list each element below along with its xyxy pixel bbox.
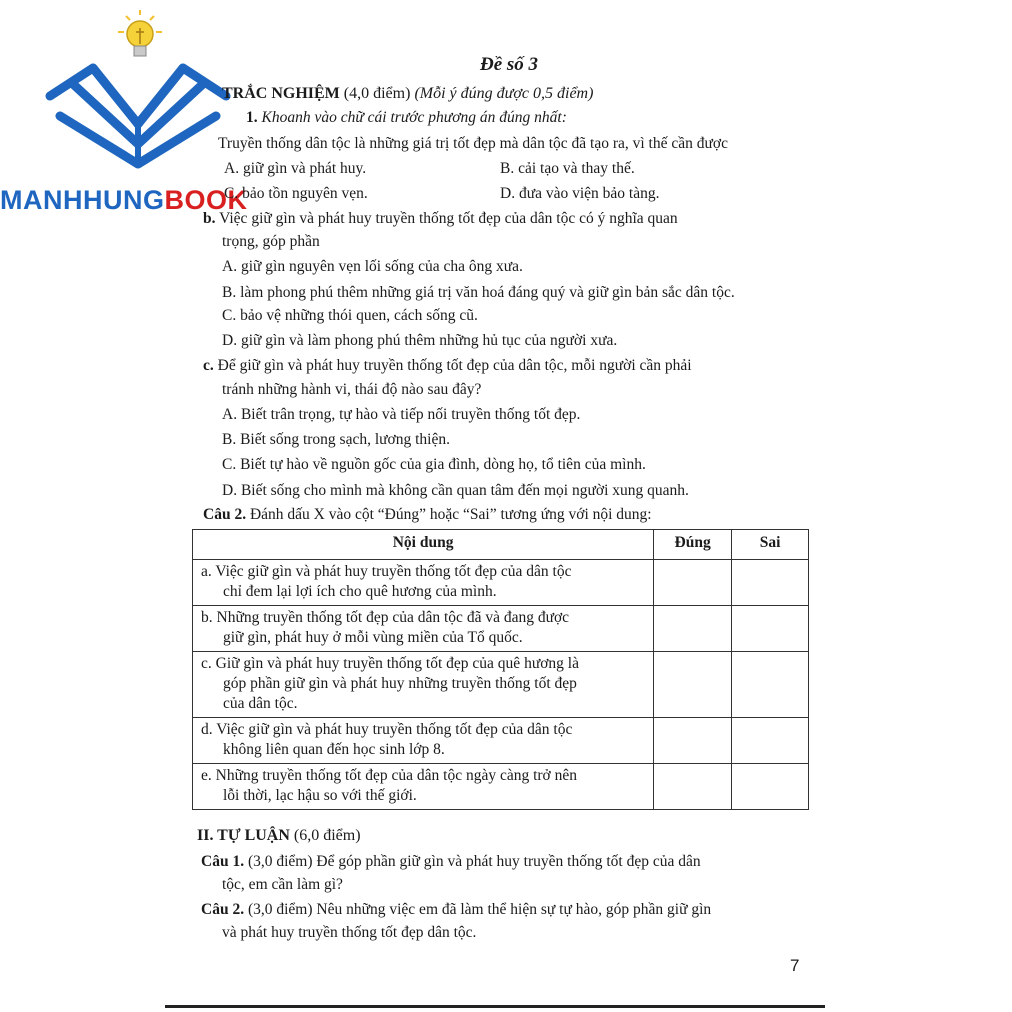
part1-note: (Mỗi ý đúng được 0,5 điểm) (414, 85, 594, 102)
row-e-line2: lỗi thời, lạc hậu so với thế giới. (223, 787, 417, 804)
question-a-option-b: B. cải tạo và thay thế. (500, 160, 635, 177)
brand-name-red: BOOK (164, 185, 248, 215)
header-false: Sai (732, 530, 809, 560)
table-row (193, 718, 809, 764)
question-b-stem-line1 (203, 209, 678, 229)
question-a-stem: Truyền thống dân tộc là những giá trị tốt đẹp mà dân tộc đã tạo ra, vì thế cần được (218, 135, 728, 152)
question-c-option-d: D. Biết sống cho mình mà không cần quan tâm đến mọi người xung quanh. (222, 482, 689, 499)
row-a-content (193, 560, 654, 606)
footer-rule (165, 1005, 825, 1008)
question-a-option-a: A. giữ gìn và phát huy. (224, 160, 367, 177)
exam-title: Đề số 3 (480, 54, 539, 75)
row-b-line2: giữ gìn, phát huy ở mỗi vùng miền của Tổ quốc. (223, 629, 523, 646)
row-a-line1: a. Việc giữ gìn và phát huy truyền thống tốt đẹp của dân tộc (201, 563, 572, 580)
table-row (193, 606, 809, 652)
row-b-true-cell[interactable] (654, 606, 732, 652)
question-b-option-d: D. giữ gìn và làm phong phú thêm những hủ tục của người xưa. (222, 332, 618, 349)
question-b-stem1: Việc giữ gìn và phát huy truyền thống tốt đẹp của dân tộc có ý nghĩa quan (219, 210, 678, 227)
brand-name-blue: MANHHUNG (0, 185, 165, 215)
question-c-label: c. (203, 357, 214, 374)
row-d-line2: không liên quan đến học sinh lớp 8. (223, 741, 445, 758)
part1-points: (4,0 điểm) (343, 85, 411, 102)
row-d-true-cell[interactable] (654, 718, 732, 764)
header-content: Nội dung (193, 530, 654, 560)
table-row (193, 764, 809, 810)
true-false-table (192, 529, 809, 810)
row-e-false-cell[interactable] (732, 764, 809, 810)
row-d-line1: d. Việc giữ gìn và phát huy truyền thống tốt đẹp của dân tộc (201, 721, 573, 738)
question-2-instruction (203, 505, 652, 525)
question-2-label: Câu 2. (203, 506, 247, 523)
table-row (193, 560, 809, 606)
row-e-line1: e. Những truyền thống tốt đẹp của dân tộc ngày càng trở nên (201, 767, 578, 784)
row-a-line2: chỉ đem lại lợi ích cho quê hương của mình. (223, 583, 497, 600)
row-c-false-cell[interactable] (732, 652, 809, 718)
row-c-line3: của dân tộc. (223, 695, 298, 712)
essay-question-2-line1 (201, 900, 711, 920)
essay-question-1-line1 (201, 852, 701, 872)
question-c-stem1: Để giữ gìn và phát huy truyền thống tốt đẹp của dân tộc, mỗi người cần phải (217, 357, 692, 374)
essay-question-1-label: Câu 1. (201, 853, 245, 870)
part2-points: (6,0 điểm) (293, 827, 361, 844)
row-c-line2: góp phần giữ gìn và phát huy những truyền thống tốt đẹp (223, 675, 577, 692)
row-c-true-cell[interactable] (654, 652, 732, 718)
page-number: 7 (790, 956, 800, 975)
question-1-label: 1. (246, 109, 258, 126)
question-c-stem-line2: tránh những hành vi, thái độ nào sau đây? (222, 381, 482, 398)
essay-question-1-text1: (3,0 điểm) Để góp phần giữ gìn và phát huy truyền thống tốt đẹp của dân (247, 853, 701, 870)
part1-heading: TRẮC NGHIỆM (222, 85, 340, 102)
part1-heading-line (222, 84, 593, 104)
header-true: Đúng (654, 530, 732, 560)
row-e-true-cell[interactable] (654, 764, 732, 810)
book-logo-icon (38, 4, 238, 184)
part2-heading-line (197, 826, 361, 846)
question-a-option-c: C. bảo tồn nguyên vẹn. (224, 185, 368, 202)
row-b-line1: b. Những truyền thống tốt đẹp của dân tộc đã và đang được (201, 609, 570, 626)
question-b-option-c: C. bảo vệ những thói quen, cách sống cũ. (222, 307, 478, 324)
row-e-content (193, 764, 654, 810)
essay-question-2-label: Câu 2. (201, 901, 245, 918)
row-b-false-cell[interactable] (732, 606, 809, 652)
question-c-option-b: B. Biết sống trong sạch, lương thiện. (222, 431, 450, 448)
essay-question-1-line2: tộc, em cần làm gì? (222, 876, 343, 893)
question-2-text: Đánh dấu X vào cột “Đúng” hoặc “Sai” tương ứng với nội dung: (249, 506, 652, 523)
question-c-stem-line1 (203, 356, 692, 376)
question-b-option-a: A. giữ gìn nguyên vẹn lối sống của cha ông xưa. (222, 258, 523, 275)
row-d-false-cell[interactable] (732, 718, 809, 764)
row-c-line1: c. Giữ gìn và phát huy truyền thống tốt đẹp của quê hương là (201, 655, 579, 672)
question-a-option-d: D. đưa vào viện bảo tàng. (500, 185, 660, 202)
table-row (193, 652, 809, 718)
row-a-false-cell[interactable] (732, 560, 809, 606)
row-b-content (193, 606, 654, 652)
question-1-text: Khoanh vào chữ cái trước phương án đúng nhất: (261, 109, 567, 126)
question-b-label: b. (203, 210, 216, 227)
part2-heading: II. TỰ LUẬN (197, 827, 290, 844)
row-c-content (193, 652, 654, 718)
question-b-stem-line2: trọng, góp phần (222, 233, 320, 250)
row-a-true-cell[interactable] (654, 560, 732, 606)
question-1-instruction (246, 108, 567, 128)
question-b-option-b: B. làm phong phú thêm những giá trị văn hoá đáng quý và giữ gìn bản sắc dân tộc. (222, 284, 735, 301)
essay-question-2-text1: (3,0 điểm) Nêu những việc em đã làm thể hiện sự tự hào, góp phần giữ gìn (247, 901, 712, 918)
question-c-option-a: A. Biết trân trọng, tự hào và tiếp nối truyền thống tốt đẹp. (222, 406, 581, 423)
essay-question-2-line2: và phát huy truyền thống tốt đẹp dân tộc. (222, 924, 477, 941)
table-header-row (193, 530, 809, 560)
row-d-content (193, 718, 654, 764)
question-c-option-c: C. Biết tự hào về nguồn gốc của gia đình, dòng họ, tổ tiên của mình. (222, 456, 646, 473)
